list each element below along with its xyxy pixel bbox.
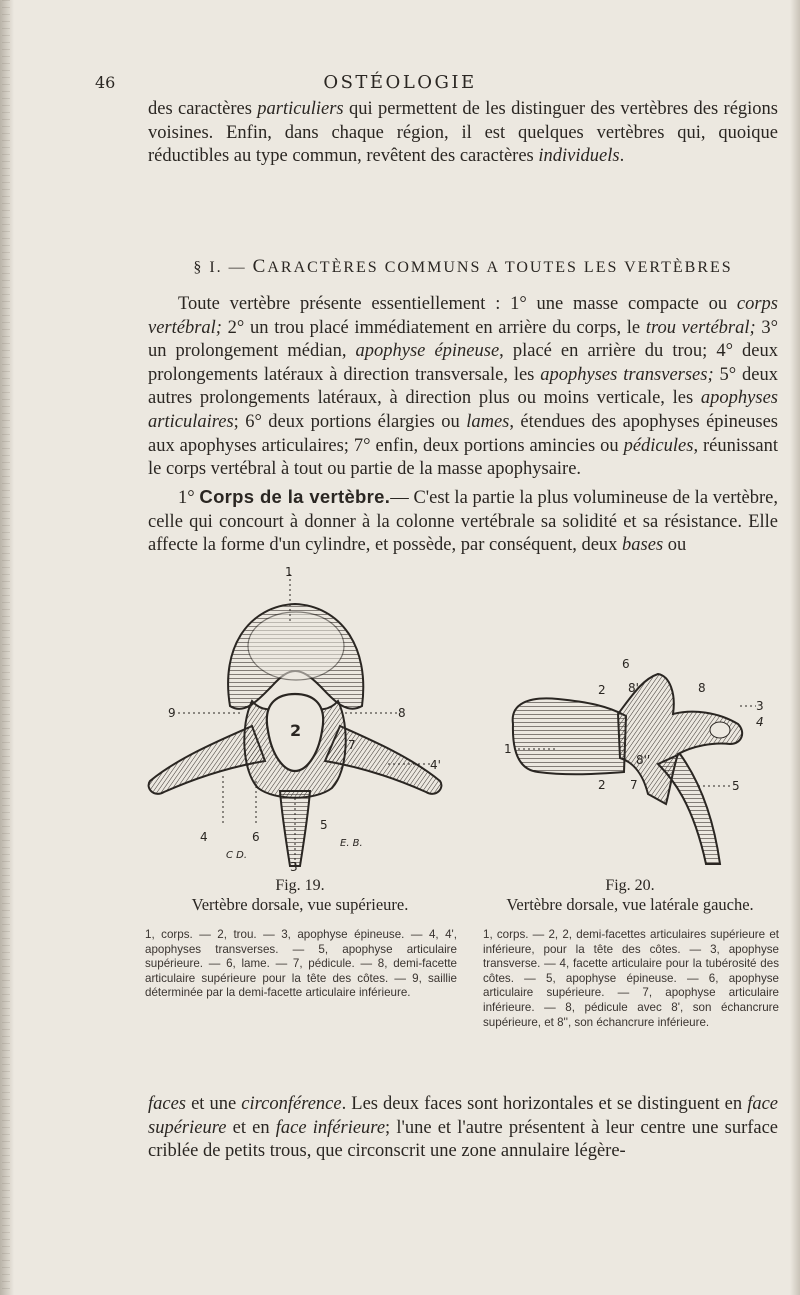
fig20-label-4: 4: [756, 715, 764, 729]
fig20-label-3: 3: [756, 699, 764, 713]
running-head: OSTÉOLOGIE: [323, 72, 477, 93]
figure-20-caption: [480, 877, 780, 915]
fig19-engraver-cd: C D.: [226, 850, 248, 861]
book-binding-shadow: [0, 0, 14, 1295]
fig20-label-1: 1: [504, 742, 512, 756]
figure-19-number: Fig. 19.: [275, 877, 325, 894]
figure-19-title: Vertèbre dorsale, vue supérieure.: [191, 895, 409, 914]
figure-20-title: Vertèbre dorsale, vue latérale gauche.: [506, 895, 754, 914]
fig20-label-5: 5: [732, 779, 740, 793]
fig20-label-2a: 2: [598, 683, 606, 697]
figure-19-illustration: [140, 566, 455, 876]
fig19-label-4: 4: [200, 830, 208, 844]
figure-20-number: Fig. 20.: [605, 877, 655, 894]
paragraph-vertebral-body: 1° Corps de la vertèbre.— C'est la partie la plus volumineuse de la vertèbre, celle qui concourt à donner à la colonne vertébrale sa solidité et sa résistance. Elle affecte la forme d'un cylindre, et possède, par conséquent, deux bases ou: [148, 486, 779, 556]
page-edge-shadow: [790, 0, 800, 1295]
fig20-label-8p: 8': [628, 681, 639, 695]
fig19-label-5: 5: [320, 818, 328, 832]
fig20-label-8pp: 8'': [636, 753, 651, 767]
fig19-label-3: 3: [290, 860, 298, 874]
fig19-engraver-eb: E. B.: [340, 838, 363, 849]
fig19-label-4p: 4': [430, 758, 441, 772]
fig19-label-8: 8: [398, 706, 406, 720]
section-heading: § I. — CARACTÈRES COMMUNS A TOUTES LES VERTÈBRES: [193, 256, 733, 277]
fig20-label-8: 8: [698, 681, 706, 695]
figure-20-legend: 1, corps. — 2, 2, demi-facettes articulaires supérieure et inférieure, pour la tête des côtes. — 3, apophyse transverse. — 4, facette articulaire pour la tubérosité des côtes. — 5, apophyse épineuse. — 6, apophyse articulaire supérieure. — 7, apophyse articulaire inférieure. — 8, pédicule avec 8', son échancrure supérieure, et 8'', son échancrure inférieure.: [483, 928, 779, 1029]
paragraph-common-characters: Toute vertèbre présente essentiellement : 1° une masse compacte ou corps vertébral; 2° un trou placé immédiatement en arrière du corps, le trou vertébral; 3° un prolongement médian, apophyse épineuse, placé en arrière du trou; 4° deux prolongements latéraux à direction transversale, les apophyses transverses; 5° deux autres prolongements latéraux, à direction plus ou moins verticale, les apophyses articulaires; 6° deux portions élargies ou lames, étendues des apophyses épineuses aux apophyses articulaires; 7° enfin, deux portions amincies ou pédicules, réunissant le corps vertébral à tout ou partie de la masse apophysaire.: [148, 294, 778, 480]
paragraph-faces: faces et une circonférence. Les deux faces sont horizontales et se distinguent en face supérieure et en face inférieure; l'une et l'autre présentent à leur centre une surface criblée de petits trous, que circonscrit une zone annulaire légère-: [148, 1094, 779, 1162]
fig19-label-1: 1: [285, 566, 293, 579]
fig19-label-2: 2: [290, 721, 302, 740]
fig19-label-6: 6: [252, 830, 260, 844]
page-number: 46: [95, 73, 116, 92]
figure-20-illustration: [498, 654, 768, 876]
fig20-label-2b: 2: [598, 778, 606, 792]
fig19-label-9: 9: [168, 706, 176, 720]
fig20-label-7: 7: [630, 778, 638, 792]
figure-19-caption: [140, 877, 460, 915]
fig19-label-7: 7: [348, 738, 356, 752]
intro-paragraph: des caractères particuliers qui permettent de les distinguer des vertèbres des régions voisines. Enfin, dans chaque région, il est quelques vertèbres qui, quoique réductibles au type commun, revêtent des caractères individuels.: [148, 99, 779, 167]
figure-19-legend: 1, corps. — 2, trou. — 3, apophyse épineuse. — 4, 4', apophyses transverses. — 5, apophyse articulaire supérieure. — 6, lame. — 7, pédicule. — 8, demi-facette articulaire supérieure pour la tête des côtes. — 9, saillie déterminée par la demi-facette articulaire inférieure.: [145, 928, 457, 1000]
fig20-label-6: 6: [622, 657, 630, 671]
